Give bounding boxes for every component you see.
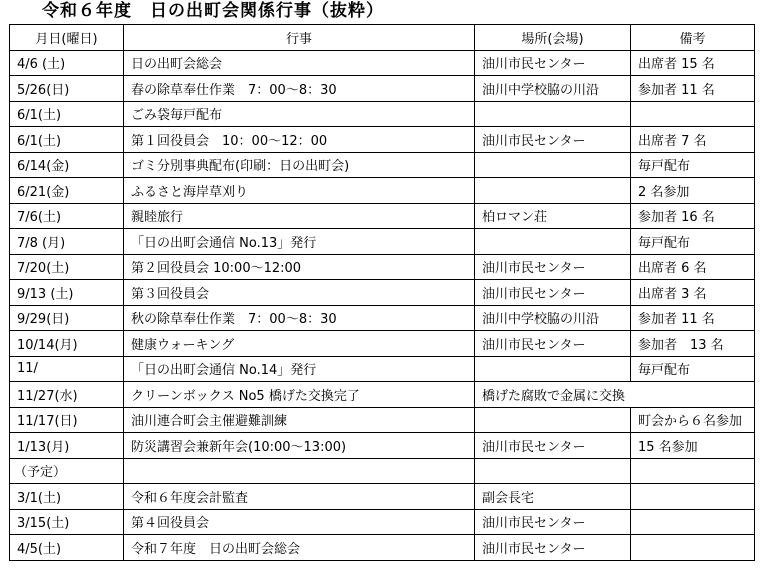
note-cell: 2 名参加 — [631, 178, 755, 204]
place-cell: 油川中学校脇の川沿 — [475, 305, 631, 331]
event-cell: 第４回役員会 — [124, 509, 475, 535]
note-cell — [631, 101, 755, 127]
event-cell: 春の除草奉仕作業 7：00～8：30 — [124, 76, 475, 102]
table-row — [10, 331, 755, 357]
planned-label-row — [10, 458, 755, 484]
table-row — [10, 50, 755, 76]
place-cell — [475, 407, 631, 433]
empty-cell — [475, 458, 631, 484]
table-row — [10, 356, 755, 382]
empty-cell — [631, 458, 755, 484]
header-note: 備考 — [631, 25, 755, 51]
table-row — [10, 101, 755, 127]
date-cell: 9/29(日) — [10, 305, 124, 331]
event-cell: ふるさと海岸草刈り — [124, 178, 475, 204]
table-row — [10, 203, 755, 229]
place-cell — [475, 101, 631, 127]
note-cell: 出席者 3 名 — [631, 280, 755, 306]
date-cell: 7/6(土) — [10, 203, 124, 229]
place-cell: 油川市民センター — [475, 509, 631, 535]
note-cell: 参加者 11 名 — [631, 305, 755, 331]
event-cell: 「日の出町会通信 No.13」発行 — [124, 229, 475, 255]
date-cell: 7/8 (月) — [10, 229, 124, 255]
event-cell: 第２回役員会 10:00～12:00 — [124, 254, 475, 280]
place-cell — [475, 152, 631, 178]
table-row — [10, 254, 755, 280]
page-title: 令和６年度 日の出町会関係行事（抜粋） — [42, 1, 384, 21]
place-cell — [475, 178, 631, 204]
table-row — [10, 76, 755, 102]
header-event: 行事 — [124, 25, 475, 51]
planned-row — [10, 535, 755, 561]
date-cell: 5/26(日) — [10, 76, 124, 102]
event-cell: 第１回役員会 10：00～12：00 — [124, 127, 475, 153]
note-cell: 出席者 15 名 — [631, 50, 755, 76]
empty-cell — [124, 458, 475, 484]
place-cell: 油川市民センター — [475, 433, 631, 459]
place-cell — [475, 356, 631, 382]
note-cell: 参加者 11 名 — [631, 76, 755, 102]
place-cell: 副会長宅 — [475, 484, 631, 510]
table-body — [10, 50, 755, 560]
note-cell: 町会から６名参加 — [631, 407, 755, 433]
date-cell: 6/21(金) — [10, 178, 124, 204]
note-cell: 出席者 7 名 — [631, 127, 755, 153]
table-row — [10, 178, 755, 204]
date-cell: 9/13 (土) — [10, 280, 124, 306]
planned-row — [10, 509, 755, 535]
note-cell — [631, 535, 755, 561]
table-row — [10, 152, 755, 178]
events-table — [9, 24, 755, 561]
table-header-row — [10, 25, 755, 51]
note-cell: 参加者 16 名 — [631, 203, 755, 229]
note-cell: 参加者 13 名 — [631, 331, 755, 357]
planned-label: （予定） — [10, 458, 124, 484]
place-cell: 油川中学校脇の川沿 — [475, 76, 631, 102]
date-cell: 4/6 (土) — [10, 50, 124, 76]
event-cell: 日の出町会総会 — [124, 50, 475, 76]
note-cell: 15 名参加 — [631, 433, 755, 459]
event-cell: 秋の除草奉仕作業 7：00～8：30 — [124, 305, 475, 331]
date-cell: 6/1(土) — [10, 101, 124, 127]
place-cell: 油川市民センター — [475, 127, 631, 153]
date-cell: 11/27(水) — [10, 382, 124, 408]
header-date: 月日(曜日) — [10, 25, 124, 51]
table-row — [10, 407, 755, 433]
note-cell: 出席者 6 名 — [631, 254, 755, 280]
date-cell: 6/1(土) — [10, 127, 124, 153]
note-cell: 毎戸配布 — [631, 229, 755, 255]
event-cell: 令和７年度 日の出町会総会 — [124, 535, 475, 561]
event-cell: ゴミ分別事典配布(印刷：日の出町会) — [124, 152, 475, 178]
table-row — [10, 280, 755, 306]
event-cell: 第３回役員会 — [124, 280, 475, 306]
place-cell: 油川市民センター — [475, 254, 631, 280]
table-row — [10, 127, 755, 153]
planned-row — [10, 484, 755, 510]
header-place: 場所(会場) — [475, 25, 631, 51]
event-cell: 油川連合町会主催避難訓練 — [124, 407, 475, 433]
note-cell: 毎戸配布 — [631, 356, 755, 382]
date-cell: 3/1(土) — [10, 484, 124, 510]
note-cell — [631, 484, 755, 510]
table-row — [10, 433, 755, 459]
date-cell: 11/17(日) — [10, 407, 124, 433]
event-cell: 親睦旅行 — [124, 203, 475, 229]
place-cell: 油川市民センター — [475, 535, 631, 561]
date-cell: 4/5(土) — [10, 535, 124, 561]
date-cell: 1/13(月) — [10, 433, 124, 459]
note-cell — [631, 509, 755, 535]
table-row — [10, 382, 755, 408]
event-cell: ごみ袋毎戸配布 — [124, 101, 475, 127]
event-cell: 「日の出町会通信 No.14」発行 — [124, 356, 475, 382]
date-cell: 3/15(土) — [10, 509, 124, 535]
date-cell: 10/14(月) — [10, 331, 124, 357]
place-cell: 油川市民センター — [475, 50, 631, 76]
event-cell: クリーンボックス No5 橋げた交換完了 — [124, 382, 475, 408]
place-cell: 油川市民センター — [475, 280, 631, 306]
note-cell: 毎戸配布 — [631, 152, 755, 178]
date-cell: 7/20(土) — [10, 254, 124, 280]
date-cell: 11/ — [10, 356, 124, 382]
table-row — [10, 229, 755, 255]
place-cell: 柏ロマン荘 — [475, 203, 631, 229]
event-cell: 防災講習会兼新年会(10:00～13:00) — [124, 433, 475, 459]
merged-cell: 橋げた腐敗で金属に交換 — [475, 382, 755, 408]
event-cell: 健康ウォーキング — [124, 331, 475, 357]
place-cell: 油川市民センター — [475, 331, 631, 357]
event-cell: 令和６年度会計監査 — [124, 484, 475, 510]
date-cell: 6/14(金) — [10, 152, 124, 178]
place-cell — [475, 229, 631, 255]
table-row — [10, 305, 755, 331]
